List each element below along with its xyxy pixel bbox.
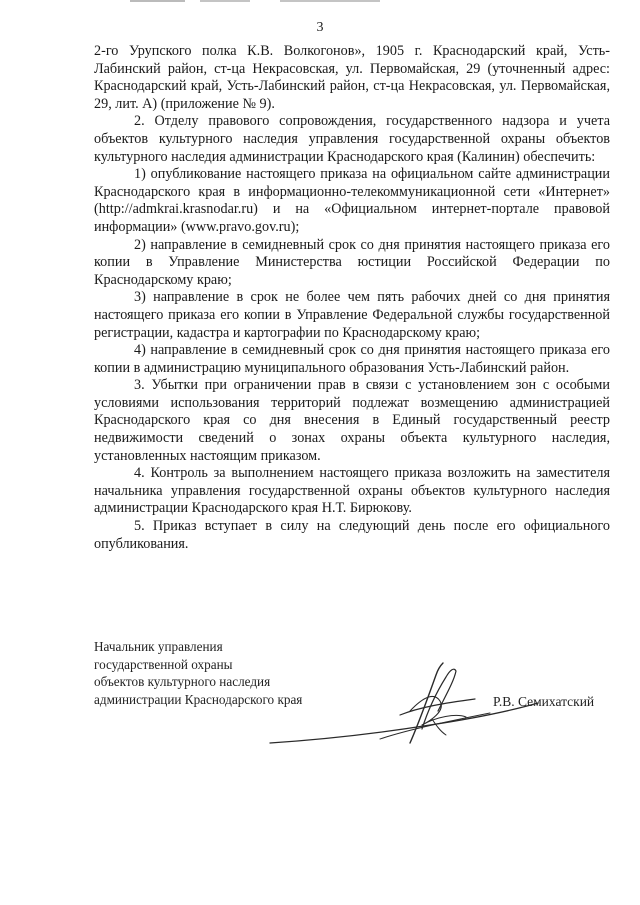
paragraph-item-4: 4. Контроль за выполнением настоящего приказа возложить на заместителя начальника управления государственной охраны объектов культурного наследия администрации Краснодарского края Н.Т. Бирюкову.: [94, 465, 610, 517]
paragraph-subitem-1: 1) опубликование настоящего приказа на официальном сайте администрации Краснодарского края в информационно-телекоммуникационной сети «Интернет» (http://admkrai.krasnodar.ru) и на «Официальном интернет-портале правовой информации» (www.pravo.gov.ru);: [94, 166, 610, 235]
scan-edge-marks: [130, 0, 390, 3]
signatory-name: Р.В. Семихатский: [493, 694, 595, 709]
paragraph-item-3: 3. Убытки при ограничении прав в связи с установлением зон с особыми условиями использования территорий подлежат возмещению администрацией Краснодарского края со дня внесения в Единый государственный реестр недвижимости сведений о зонах охраны объекта культурного наследия, установленных настоящим приказом.: [94, 377, 610, 464]
paragraph-subitem-2: 2) направление в семидневный срок со дня принятия настоящего приказа его копии в Управление Министерства юстиции Российской Федерации по Краснодарскому краю;: [94, 236, 610, 288]
page-number: 3: [316, 20, 324, 35]
signatory-position-line: объектов культурного наследия: [94, 674, 271, 689]
signatory-position-line: государственной охраны: [94, 656, 233, 672]
document-body: [94, 43, 610, 553]
paragraph-subitem-3: 3) направление в срок не более чем пять рабочих дней со дня принятия настоящего приказа его копии в Управление Федеральной службы государственной регистрации, кадастра и картографии по Краснодарскому краю;: [94, 289, 610, 341]
paragraph-item-5: 5. Приказ вступает в силу на следующий день после его официального опубликования.: [94, 518, 610, 552]
paragraph-item-2: 2. Отделу правового сопровождения, государственного надзора и учета объектов культурного наследия управления государственной охраны объектов культурного наследия администрации Краснодарского края (Калинин) обеспечить:: [94, 113, 610, 165]
paragraph-object-address: 2-го Урупского полка К.В. Волкогонов», 1905 г. Краснодарский край, Усть-Лабинский район, ст-ца Некрасовская, ул. Первомайская, 29 (уточненный адрес: Краснодарский край, Усть-Лабинский район, ст-ца Некрасовская, ул. Первомайская, 29, лит. А) (приложение № 9).: [94, 43, 610, 112]
paragraph-subitem-4: 4) направление в семидневный срок со дня принятия настоящего приказа его копии в администрацию муниципального образования Усть-Лабинский район.: [94, 342, 610, 376]
signatory-position-line: администрации Краснодарского края: [94, 691, 303, 707]
signatory-position-line: Начальник управления: [94, 639, 223, 654]
